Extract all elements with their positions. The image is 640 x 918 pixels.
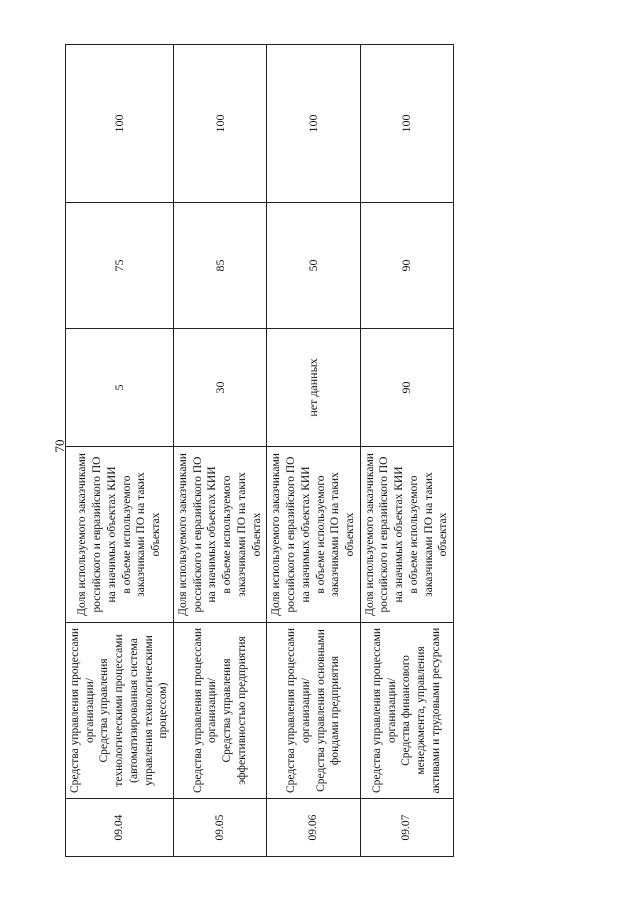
value-1: 5 [66, 329, 174, 447]
table-row [360, 45, 453, 857]
indicator-text: Доля используемого заказчиками российского и евразийского ПО на значимых объектах КИИ в объеме используемого заказчиками ПО на таких объектах [174, 447, 267, 623]
value-3: 100 [360, 45, 453, 203]
indicator-text: Доля используемого заказчиками российского и евразийского ПО на значимых объектах КИИ в объеме используемого заказчиками ПО на таких объектах [267, 447, 360, 623]
value-2: 75 [66, 203, 174, 329]
value-2: 85 [174, 203, 267, 329]
row-code: 09.06 [267, 799, 360, 857]
rotated-table-container [65, 45, 450, 857]
software-class-name: Средства управления процессами организации/ Средства управления основными фондами предприятия [267, 623, 360, 799]
table-row [267, 45, 360, 857]
row-code: 09.04 [66, 799, 174, 857]
indicator-text: Доля используемого заказчиками российского и евразийского ПО на значимых объектах КИИ в объеме используемого заказчиками ПО на таких объектах [360, 447, 453, 623]
value-1: нет данных [267, 329, 360, 447]
software-class-name: Средства управления процессами организации/ Средства финансового менеджмента, управления активами и трудовыми ресурсами [360, 623, 453, 799]
software-class-name: Средства управления процессами организации/ Средства управления эффективностью предприятия [174, 623, 267, 799]
software-class-name: Средства управления процессами организации/ Средства управления технологическими процессами (автоматизированная система управления технологическими процессом) [66, 623, 174, 799]
value-3: 100 [267, 45, 360, 203]
value-3: 100 [66, 45, 174, 203]
table-row [174, 45, 267, 857]
row-code: 09.05 [174, 799, 267, 857]
value-3: 100 [174, 45, 267, 203]
value-2: 50 [267, 203, 360, 329]
row-code: 09.07 [360, 799, 453, 857]
software-share-table [65, 44, 454, 857]
value-1: 30 [174, 329, 267, 447]
indicator-text: Доля используемого заказчиками российского и евразийского ПО на значимых объектах КИИ в объеме используемого заказчиками ПО на таких объектах [66, 447, 174, 623]
value-1: 90 [360, 329, 453, 447]
table-row [66, 45, 174, 857]
value-2: 90 [360, 203, 453, 329]
page-number: 70 [52, 439, 67, 453]
